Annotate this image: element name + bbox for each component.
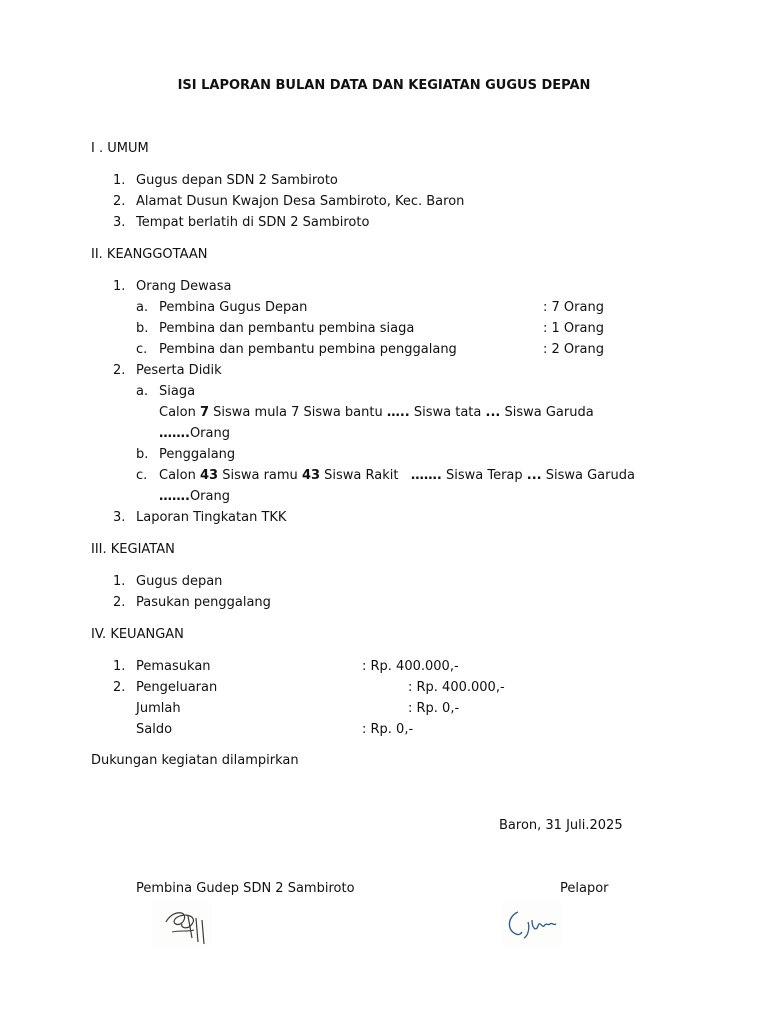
- list-number: 1.: [113, 279, 126, 294]
- finance-value: : Rp. 400.000,-: [408, 680, 505, 695]
- signature-left-icon: [152, 902, 212, 946]
- sub-letter: a.: [136, 300, 149, 315]
- sub-letter: c.: [136, 342, 148, 357]
- member-label: Pembina Gugus Depan: [159, 300, 308, 315]
- list-item: Gugus depan SDN 2 Sambiroto: [136, 173, 338, 188]
- list-number: 1.: [113, 173, 126, 188]
- finance-value: : Rp. 0,-: [408, 701, 460, 716]
- signature-right-image: [502, 902, 562, 946]
- penggalang-detail-cont: …….Orang: [159, 489, 230, 504]
- signature-right-icon: [502, 902, 562, 946]
- list-item: Gugus depan: [136, 574, 223, 589]
- list-number: 3.: [113, 215, 126, 230]
- list-item: Orang Dewasa: [136, 279, 232, 294]
- sub-letter: c.: [136, 468, 148, 483]
- sub-letter: a.: [136, 384, 149, 399]
- penggalang-detail: Calon 43 Siswa ramu 43 Siswa Rakit ……. Siswa Terap ... Siswa Garuda: [159, 468, 635, 483]
- member-count: : 1 Orang: [543, 321, 604, 336]
- list-number: 2.: [113, 194, 126, 209]
- penggalang-label: Penggalang: [159, 447, 236, 462]
- list-item: Pasukan penggalang: [136, 595, 271, 610]
- list-item: Laporan Tingkatan TKK: [136, 510, 287, 525]
- sub-letter: b.: [136, 321, 149, 336]
- finance-label: Saldo: [136, 722, 173, 737]
- section-keuangan-heading: IV. KEUANGAN: [91, 627, 184, 642]
- right-signatory: Pelapor: [560, 881, 609, 896]
- list-item: Alamat Dusun Kwajon Desa Sambiroto, Kec. Baron: [136, 194, 465, 209]
- section-keanggotaan-heading: II. KEANGGOTAAN: [91, 247, 208, 262]
- section-umum-heading: I . UMUM: [91, 141, 149, 156]
- list-item: Peserta Didik: [136, 363, 222, 378]
- siaga-detail: Calon 7 Siswa mula 7 Siswa bantu ….. Siswa tata ... Siswa Garuda: [159, 405, 594, 420]
- attachment-note: Dukungan kegiatan dilampirkan: [91, 753, 299, 768]
- list-number: 2.: [113, 680, 126, 695]
- section-kegiatan-heading: III. KEGIATAN: [91, 542, 175, 557]
- signature-left-image: [152, 902, 212, 946]
- list-number: 2.: [113, 363, 126, 378]
- place-date: Baron, 31 Juli.2025: [499, 818, 623, 833]
- list-number: 1.: [113, 574, 126, 589]
- finance-label: Jumlah: [136, 701, 181, 716]
- member-count: : 2 Orang: [543, 342, 604, 357]
- member-label: Pembina dan pembantu pembina siaga: [159, 321, 415, 336]
- list-number: 2.: [113, 595, 126, 610]
- page-title: ISI LAPORAN BULAN DATA DAN KEGIATAN GUGUS DEPAN: [177, 78, 591, 93]
- left-signatory: Pembina Gudep SDN 2 Sambiroto: [136, 881, 355, 896]
- finance-label: Pemasukan: [136, 659, 211, 674]
- finance-label: Pengeluaran: [136, 680, 218, 695]
- member-count: : 7 Orang: [543, 300, 604, 315]
- finance-value: : Rp. 0,-: [362, 722, 414, 737]
- sub-letter: b.: [136, 447, 149, 462]
- siaga-label: Siaga: [159, 384, 196, 399]
- finance-value: : Rp. 400.000,-: [362, 659, 459, 674]
- siaga-detail-cont: …….Orang: [159, 426, 230, 441]
- list-number: 3.: [113, 510, 126, 525]
- list-number: 1.: [113, 659, 126, 674]
- list-item: Tempat berlatih di SDN 2 Sambiroto: [136, 215, 370, 230]
- member-label: Pembina dan pembantu pembina penggalang: [159, 342, 457, 357]
